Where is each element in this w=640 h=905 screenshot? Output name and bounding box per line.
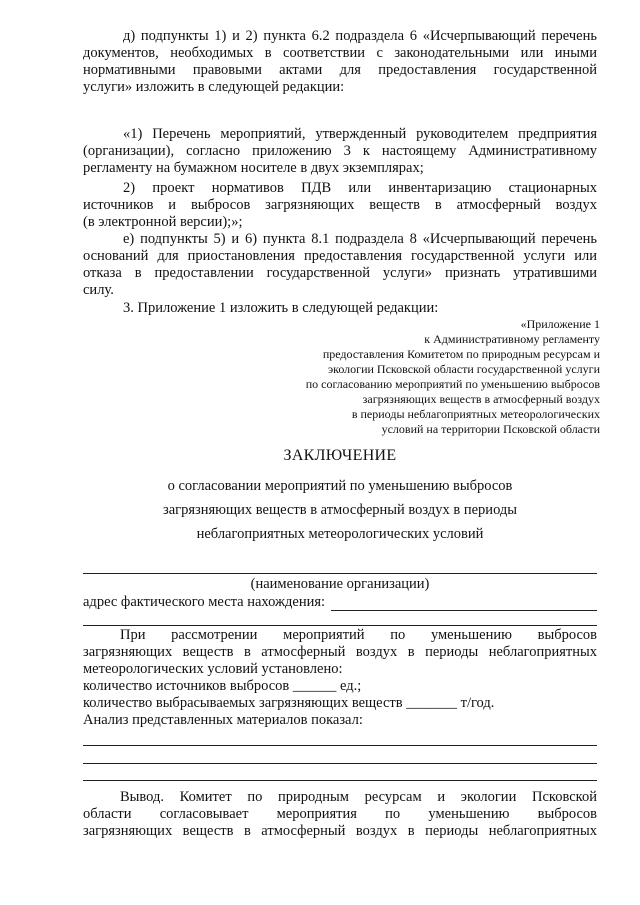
annex-line: предоставления Комитетом по природным ресурсам и: [322, 347, 600, 361]
emissions-unit: т/год.: [460, 695, 495, 711]
text-line: документов, необходимых в соответствии с законодательными или иными: [83, 45, 597, 61]
paragraph-d: [83, 28, 597, 96]
text-line: метеорологических условий установлено:: [83, 661, 343, 677]
emissions-field[interactable]: _______: [406, 695, 457, 711]
text-line: области согласовывает мероприятия по уменьшению выбросов: [83, 806, 597, 822]
text-line: услуги» изложить в следующей редакции:: [83, 79, 345, 95]
subtitle-line: неблагоприятных метеорологических условий: [196, 526, 484, 542]
text-line: д) подпункты 1) и 2) пункта 6.2 подраздела 6 «Исчерпывающий перечень: [123, 28, 597, 44]
address-field[interactable]: [331, 598, 597, 611]
annex-line: в периоды неблагоприятных метеорологических: [351, 407, 600, 421]
address-label: адрес фактического места нахождения:: [83, 594, 326, 610]
text-line: загрязняющих веществ в атмосферный воздух в периоды неблагоприятных: [83, 644, 597, 660]
list-item-2: [83, 180, 597, 231]
analysis-label: Анализ представленных материалов показал:: [83, 712, 363, 728]
annex-line: по согласованию мероприятий по уменьшению выбросов: [305, 377, 600, 391]
annex-line: условий на территории Псковской области: [381, 422, 600, 436]
address-line-2: [83, 625, 597, 626]
subtitle-line: загрязняющих веществ в атмосферный воздух в периоды: [162, 502, 518, 518]
text-line: силу.: [83, 282, 114, 298]
emissions-row: [83, 695, 597, 712]
point-3: 3. Приложение 1 изложить в следующей редакции:: [123, 300, 439, 316]
org-name-caption: (наименование организации): [250, 576, 430, 592]
text-line: нормативными правовыми актами для предоставления государственной: [83, 62, 597, 78]
document-subtitle: [83, 474, 597, 546]
sources-label: количество источников выбросов: [83, 678, 290, 694]
text-line: регламенту на бумажном носителе в двух экземплярах;: [83, 160, 424, 176]
review-paragraph: [83, 627, 597, 678]
paragraph-e: [83, 231, 597, 299]
sources-unit: ед.;: [340, 678, 362, 694]
text-line: Вывод. Комитет по природным ресурсам и экологии Псковской: [120, 789, 597, 805]
annex-line: экологии Псковской области государственной услуги: [327, 362, 600, 376]
text-line: При рассмотрении мероприятий по уменьшению выбросов: [120, 627, 597, 643]
analysis-line-3[interactable]: [83, 780, 597, 781]
list-item-1: [83, 126, 597, 177]
annex-line: «Приложение 1: [520, 317, 600, 331]
text-line: загрязняющих веществ в атмосферный воздух в периоды неблагоприятных: [83, 823, 597, 839]
annex-line: к Административному регламенту: [424, 332, 600, 346]
text-line: источников и выбросов загрязняющих веществ в атмосферный воздух: [83, 197, 597, 213]
text-line: (в электронной версии);»;: [83, 214, 243, 230]
text-line: «1) Перечень мероприятий, утвержденный руководителем предприятия: [123, 126, 597, 142]
document-title: ЗАКЛЮЧЕНИЕ: [283, 447, 397, 464]
analysis-line-1[interactable]: [83, 745, 597, 746]
annex-header: [270, 317, 600, 437]
emissions-label: количество выбрасываемых загрязняющих веществ: [83, 695, 403, 711]
address-row: [83, 594, 597, 611]
sources-field[interactable]: ______: [292, 678, 337, 694]
text-line: 2) проект нормативов ПДВ или инвентаризацию стационарных: [123, 180, 597, 196]
text-line: отказа в предоставлении государственной услуги» признать утратившими: [83, 265, 597, 281]
org-name-line: [83, 573, 597, 574]
annex-line: загрязняющих веществ в атмосферный воздух: [362, 392, 600, 406]
sources-count-row: [83, 678, 597, 695]
conclusion-paragraph: [83, 789, 597, 840]
text-line: е) подпункты 5) и 6) пункта 8.1 подраздела 8 «Исчерпывающий перечень: [123, 231, 597, 247]
text-line: оснований для приостановления предоставления государственной услуги или: [83, 248, 597, 264]
subtitle-line: о согласовании мероприятий по уменьшению выбросов: [167, 478, 513, 494]
text-line: (организации), согласно приложению 3 к настоящему Административному: [83, 143, 597, 159]
analysis-line-2[interactable]: [83, 763, 597, 764]
